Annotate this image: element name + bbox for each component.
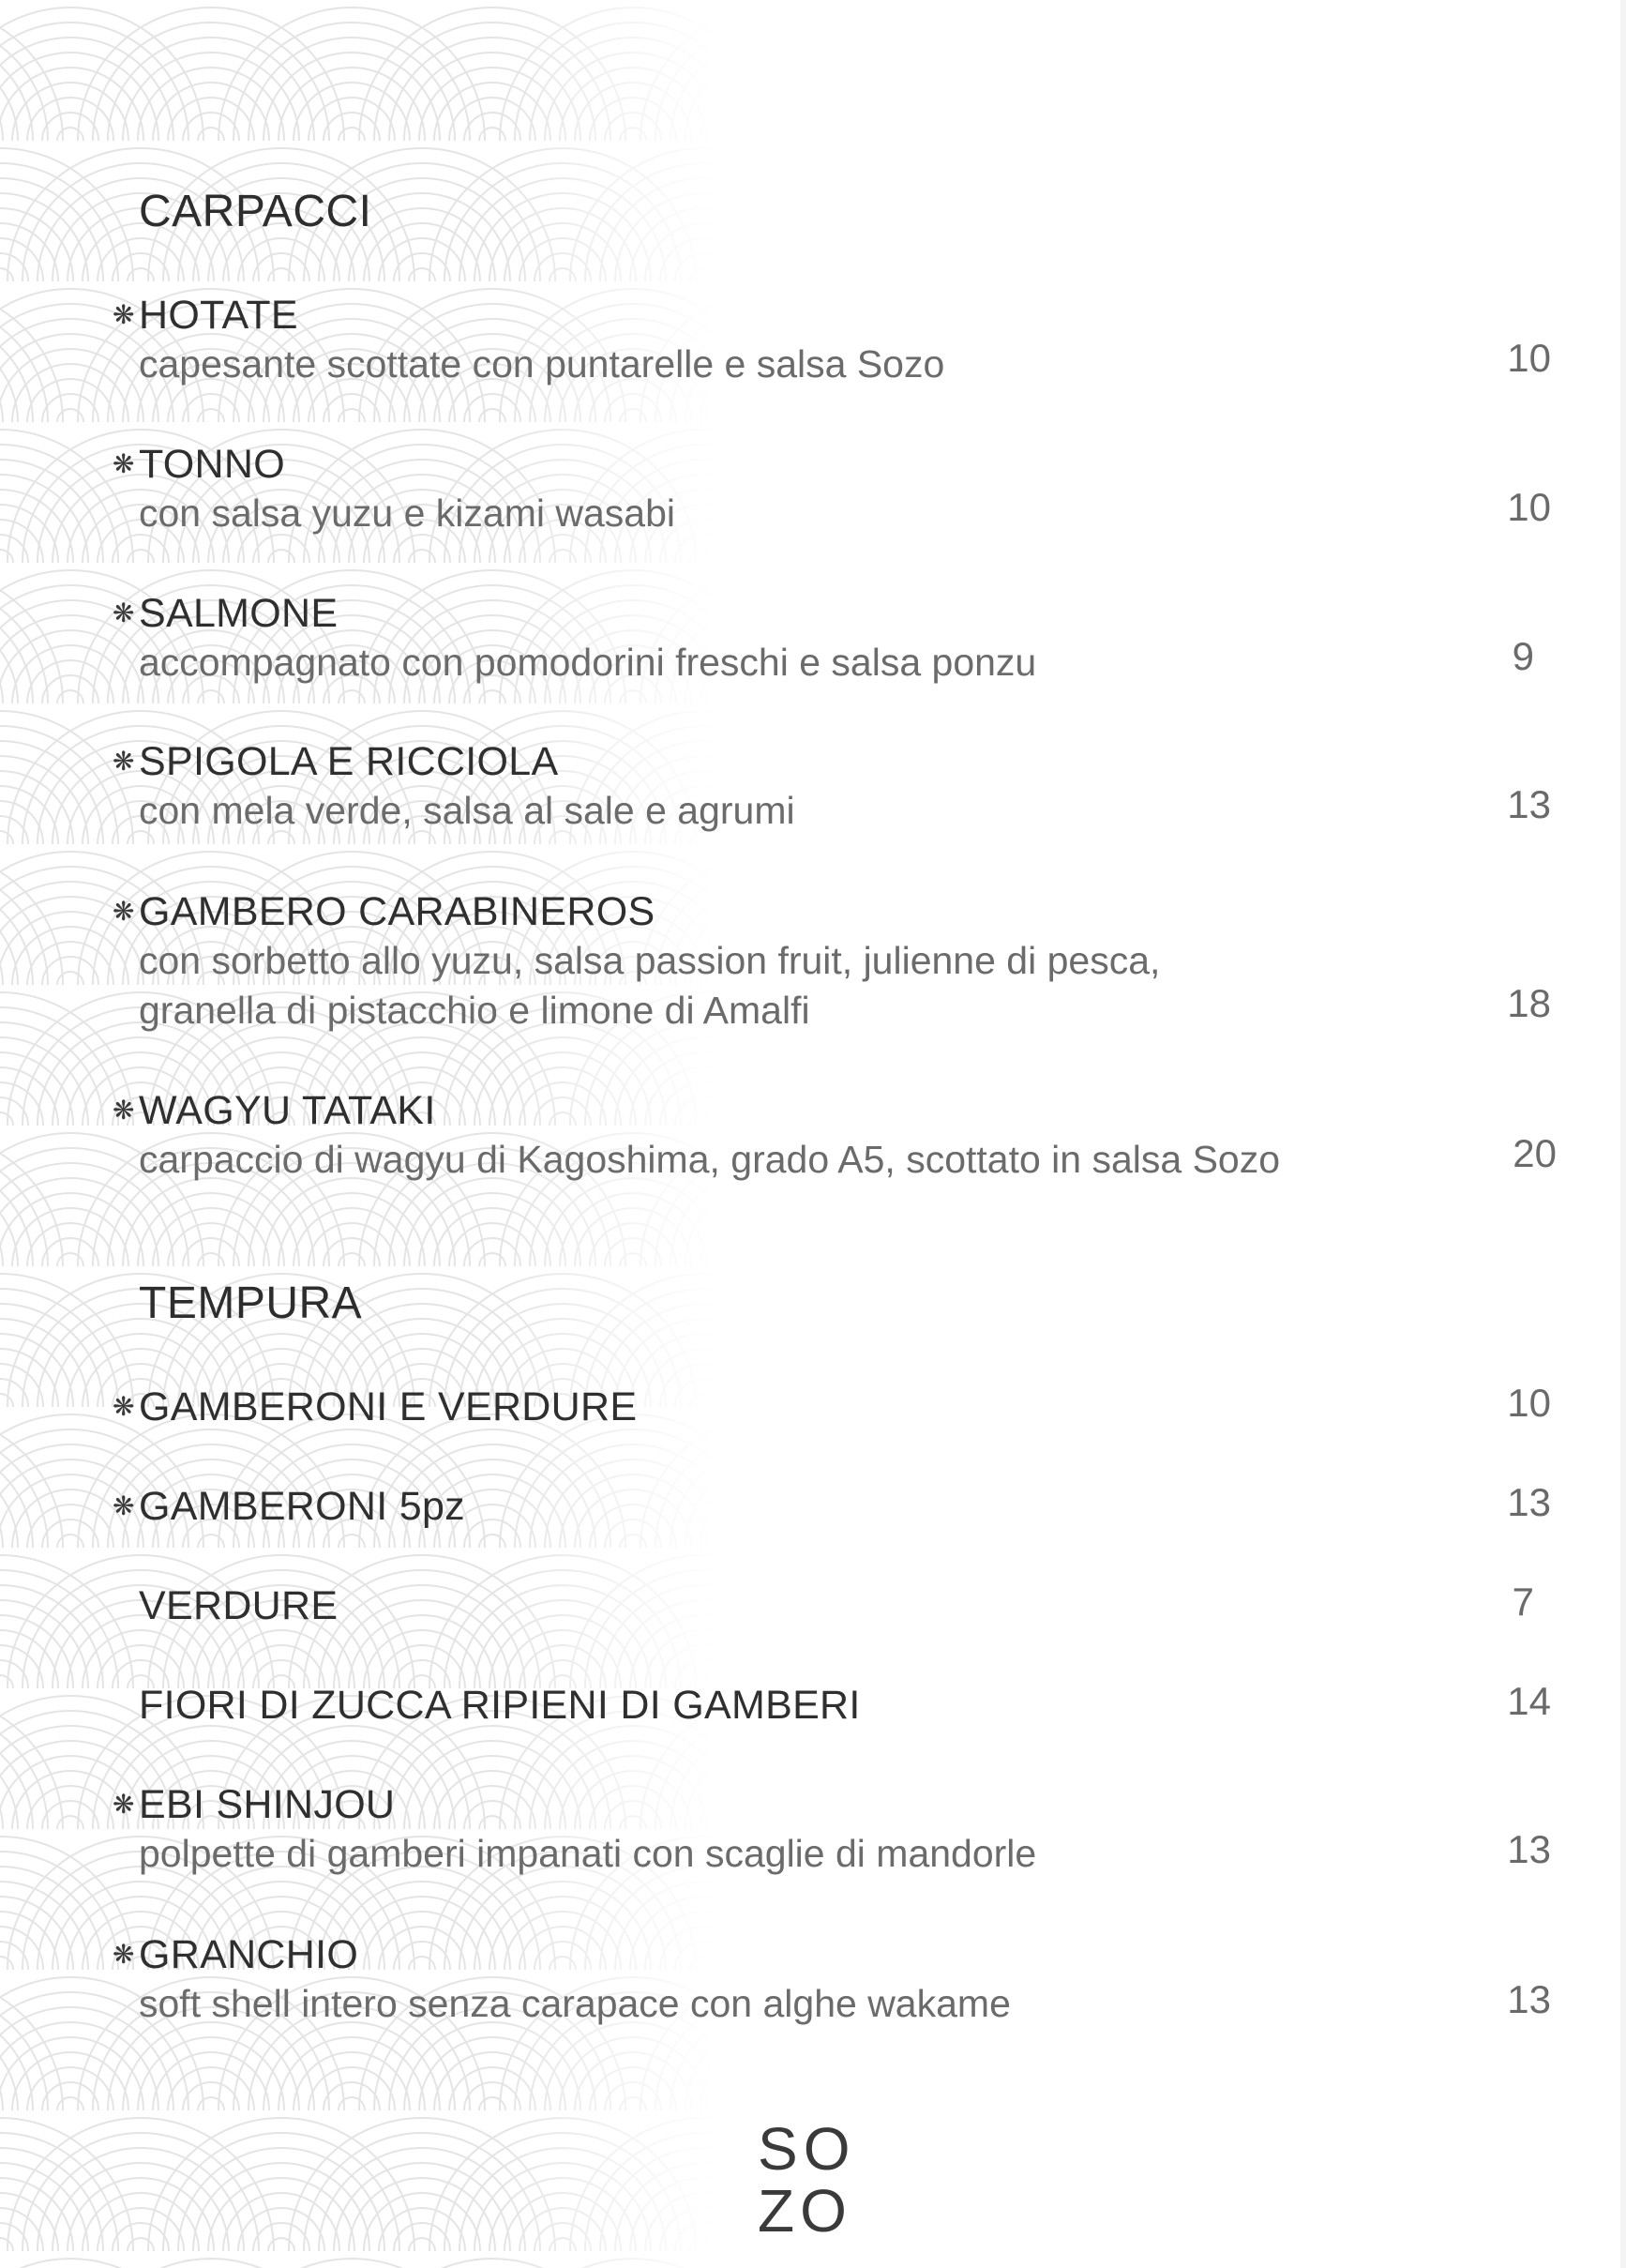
menu-item — [139, 1681, 1527, 1730]
item-description: granella di pistacchio e limone di Amalfi — [139, 989, 810, 1032]
item-description: con sorbetto allo yuzu, salsa passion fruit, julienne di pesca, — [139, 939, 1161, 982]
item-price: 13 — [1507, 1480, 1551, 1524]
item-name: ❋ SPIGOLA E RICCIOLA — [113, 739, 559, 784]
item-price: 14 — [1507, 1679, 1551, 1723]
menu-item — [113, 737, 1527, 836]
star-icon: ❋ — [113, 1096, 135, 1125]
star-icon: ❋ — [113, 747, 135, 776]
item-price: 13 — [1507, 782, 1551, 826]
star-icon: ❋ — [113, 1940, 135, 1969]
item-description: capesante scottate con puntarelle e salsa Sozo — [139, 342, 945, 386]
item-description: carpaccio di wagyu di Kagoshima, grado A5, scottato in salsa Sozo — [139, 1138, 1281, 1181]
item-name: ❋ GAMBERONI 5pz — [113, 1484, 465, 1529]
item-description: con salsa yuzu e kizami wasabi — [139, 491, 675, 535]
star-icon: ❋ — [113, 1491, 135, 1520]
item-description: accompagnato con pomodorini freschi e salsa ponzu — [139, 641, 1037, 684]
star-icon: ❋ — [113, 449, 135, 478]
menu-item — [113, 1930, 1527, 2029]
section-title-carpacci: CARPACCI — [139, 187, 372, 236]
item-name: ❋ GRANCHIO — [113, 1932, 359, 1977]
menu-item — [113, 887, 1527, 1036]
item-name: ❋ WAGYU TATAKI — [113, 1088, 436, 1133]
star-icon: ❋ — [113, 1790, 135, 1819]
item-price: 18 — [1507, 981, 1551, 1025]
item-price: 7 — [1512, 1580, 1534, 1624]
star-icon: ❋ — [113, 300, 135, 329]
item-price: 9 — [1512, 634, 1534, 678]
item-name: ❋ GAMBERONI E VERDURE — [113, 1384, 638, 1429]
item-name: ❋ TONNO — [113, 442, 285, 487]
item-price: 13 — [1507, 1827, 1551, 1871]
item-price: 13 — [1507, 1977, 1551, 2021]
menu-item — [113, 1780, 1527, 1879]
item-name: VERDURE — [139, 1583, 339, 1628]
item-name: ❋ SALMONE — [113, 591, 339, 636]
item-description: polpette di gamberi impanati con scaglie di mandorle — [139, 1832, 1037, 1875]
star-icon: ❋ — [113, 1392, 135, 1421]
menu-item — [113, 291, 1527, 389]
menu-item — [139, 1581, 1527, 1630]
item-description: soft shell intero senza carapace con alghe wakame — [139, 1982, 1011, 2025]
star-icon: ❋ — [113, 598, 135, 627]
item-name: ❋ HOTATE — [113, 293, 298, 338]
item-name: ❋ GAMBERO CARABINEROS — [113, 889, 655, 934]
menu-item — [113, 589, 1527, 688]
item-description: con mela verde, salsa al sale e agrumi — [139, 789, 795, 832]
item-price: 20 — [1513, 1131, 1557, 1175]
menu-item — [113, 440, 1527, 538]
menu-item — [113, 1383, 1527, 1431]
item-name: FIORI DI ZUCCA RIPIENI DI GAMBERI — [139, 1683, 861, 1728]
menu-item — [113, 1482, 1527, 1531]
sozo-logo — [758, 2115, 861, 2245]
item-price: 10 — [1507, 336, 1551, 380]
item-name: ❋ EBI SHINJOU — [113, 1782, 396, 1827]
menu-item — [113, 1086, 1527, 1185]
logo-line-1: SO — [758, 2115, 856, 2183]
logo-line-2: ZO — [758, 2177, 852, 2245]
item-price: 10 — [1507, 1381, 1551, 1425]
item-price: 10 — [1507, 485, 1551, 529]
section-title-tempura: TEMPURA — [139, 1278, 363, 1328]
star-icon: ❋ — [113, 897, 135, 926]
